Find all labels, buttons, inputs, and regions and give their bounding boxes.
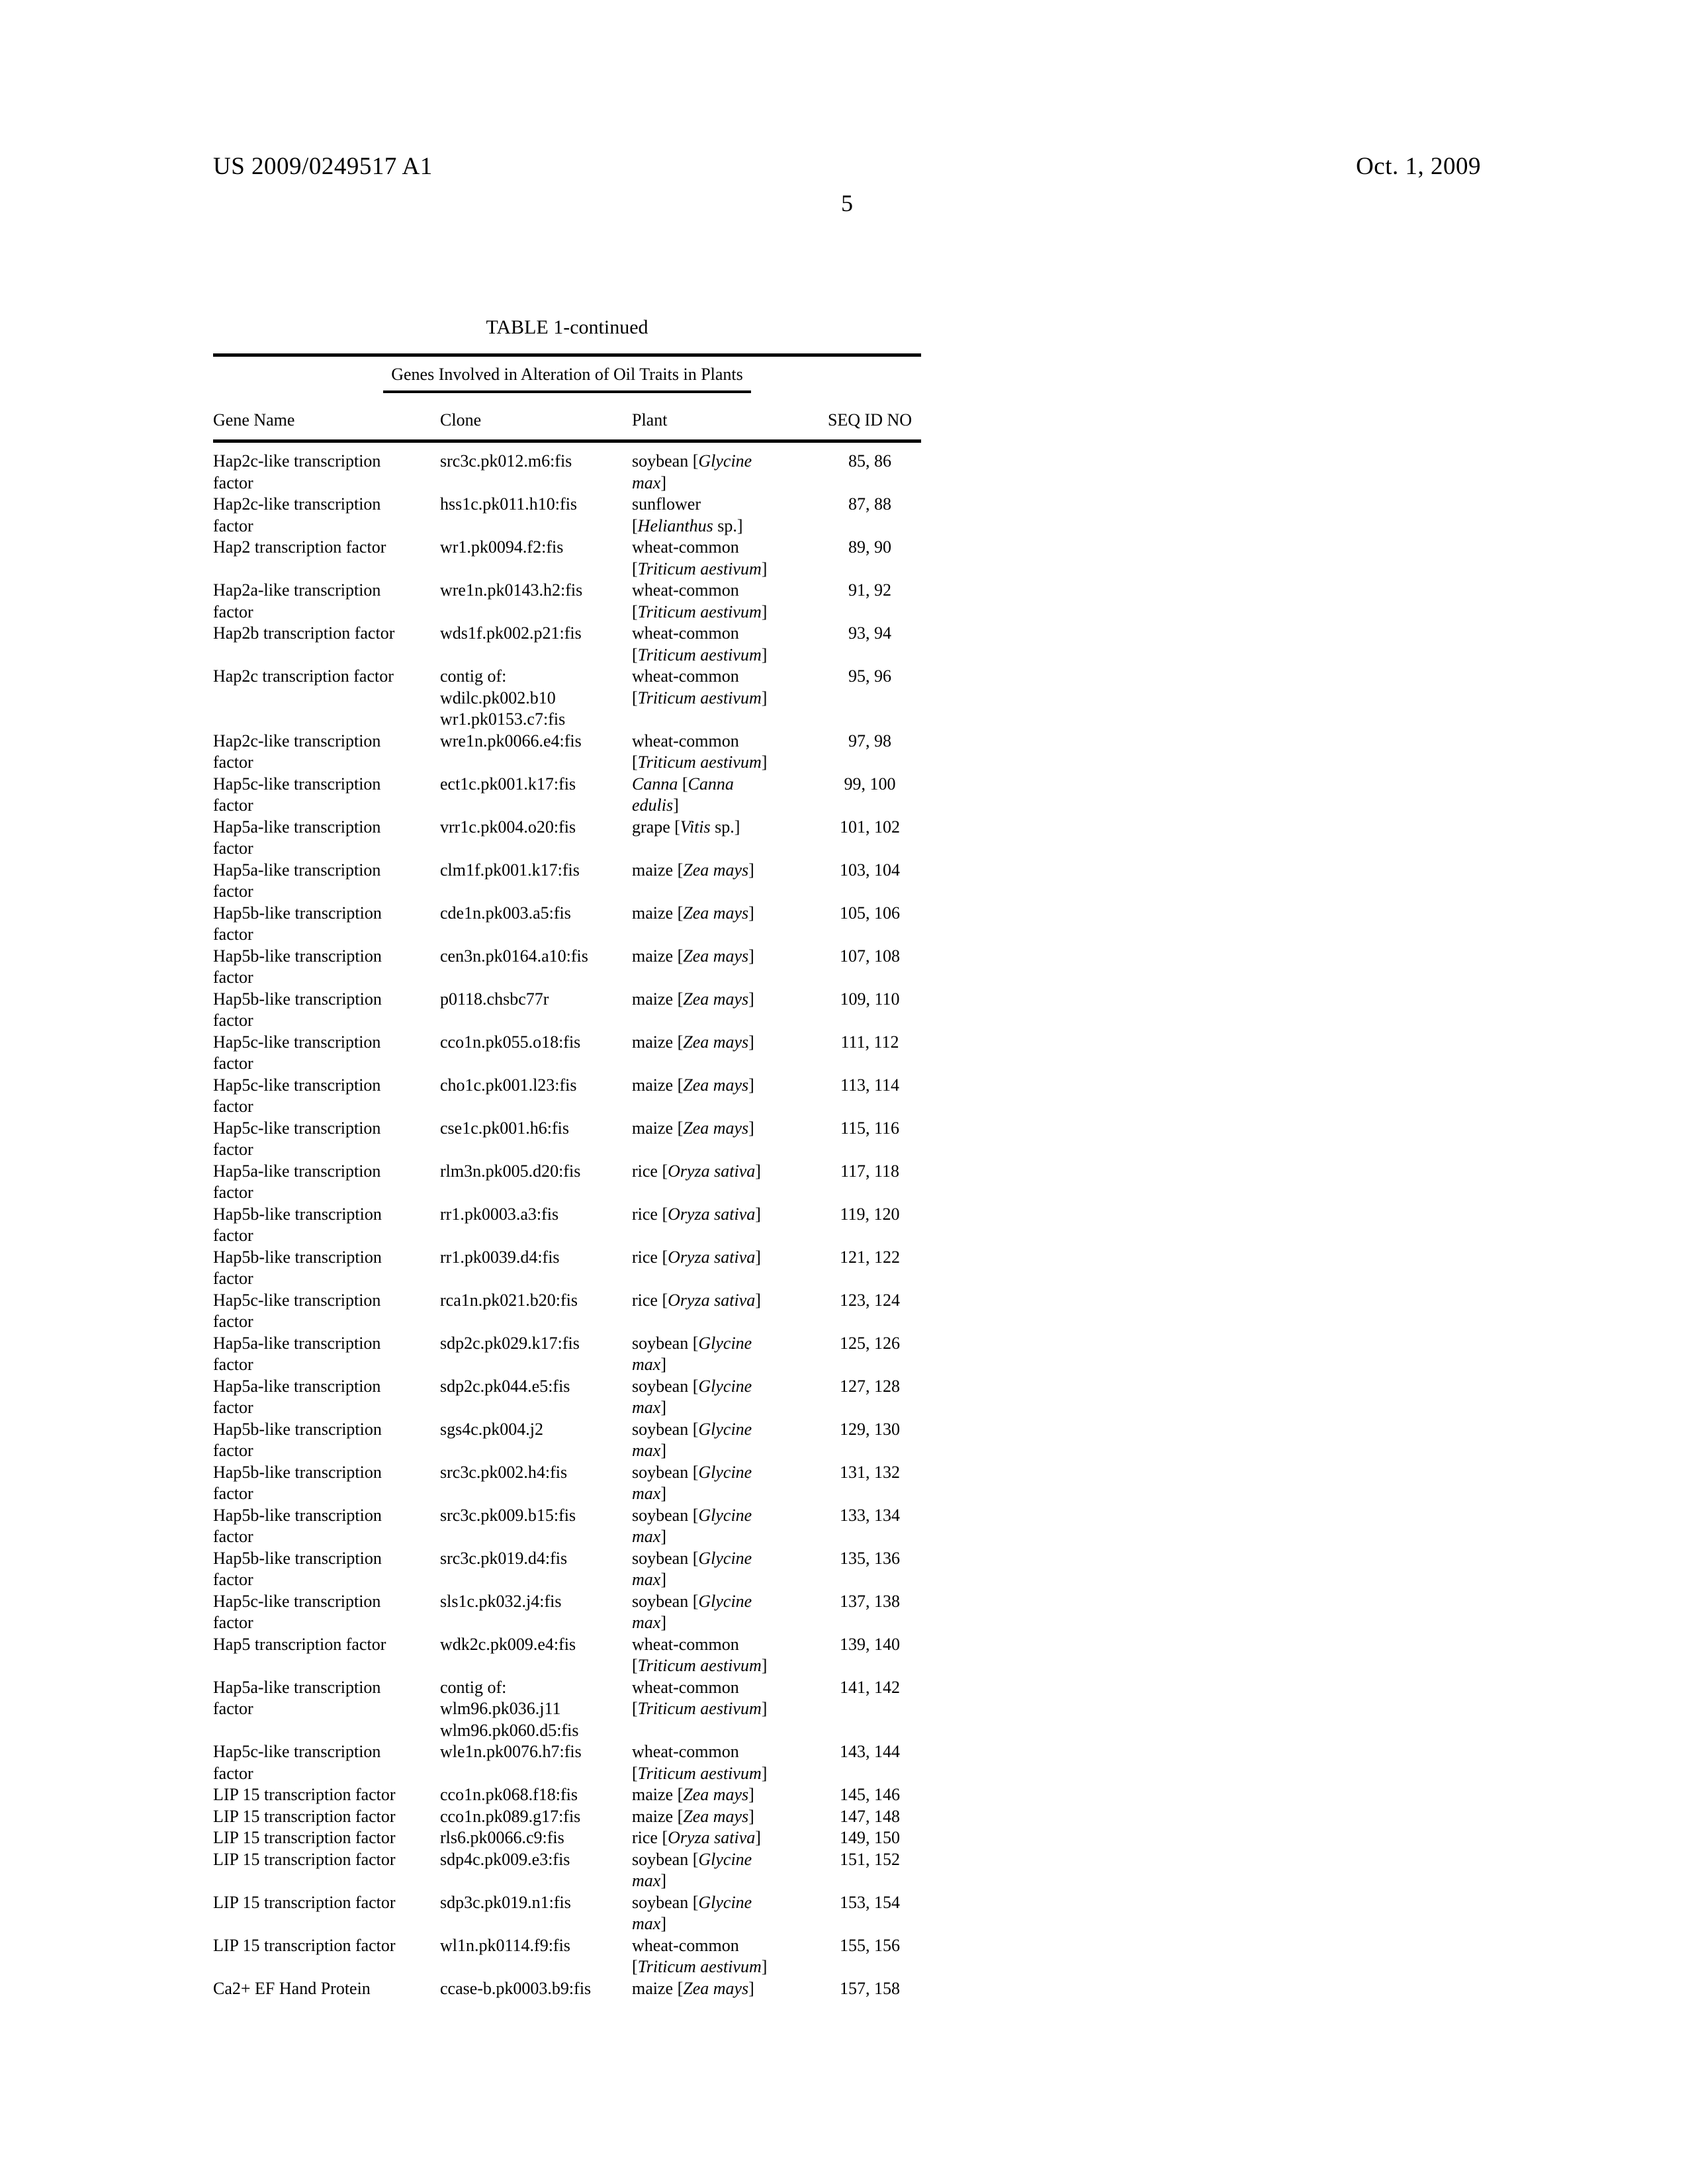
clone-cell: src3c.pk012.m6:fis (440, 451, 572, 471)
table-row (213, 1741, 921, 1784)
gene-name-cell: Hap5c-like transcription factor (213, 774, 381, 815)
gene-name-cell: Hap5b-like transcription factor (213, 903, 382, 944)
plant-cell: soybean [Glycine max] (632, 1419, 752, 1460)
page-number: 5 (841, 190, 853, 216)
gene-name-cell: Hap5a-like transcription factor (213, 860, 381, 901)
clone-cell: rca1n.pk021.b20:fis (440, 1290, 578, 1310)
gene-name-cell: Hap5a-like transcription factor (213, 1376, 381, 1417)
seq-id-cell: 137, 138 (840, 1591, 900, 1611)
gene-name-cell: Hap5b-like transcription factor (213, 1247, 382, 1288)
table-row (213, 1892, 921, 1935)
clone-cell: hss1c.pk011.h10:fis (440, 494, 578, 514)
clone-cell: contig of: wdilc.pk002.b10 wr1.pk0153.c7:fis (440, 666, 566, 729)
seq-id-cell: 153, 154 (840, 1892, 900, 1912)
plant-cell: soybean [Glycine max] (632, 1462, 752, 1503)
plant-cell: wheat-common [Triticum aestivum] (632, 580, 768, 621)
clone-cell: src3c.pk002.h4:fis (440, 1462, 568, 1482)
seq-id-cell: 113, 114 (840, 1075, 900, 1095)
clone-cell: wle1n.pk0076.h7:fis (440, 1742, 582, 1761)
seq-id-cell: 101, 102 (840, 817, 900, 837)
clone-cell: rr1.pk0039.d4:fis (440, 1247, 560, 1267)
table-title: TABLE 1-continued (486, 316, 648, 338)
plant-cell: sunflower [Helianthus sp.] (632, 494, 743, 535)
gene-name-cell: Hap5b-like transcription factor (213, 1419, 382, 1460)
table-row (213, 1548, 921, 1591)
clone-cell: contig of: wlm96.pk036.j11 wlm96.pk060.d5:fis (440, 1677, 579, 1740)
seq-id-cell: 135, 136 (840, 1548, 900, 1568)
plant-cell: soybean [Glycine max] (632, 1849, 752, 1890)
plant-cell: rice [Oryza sativa] (632, 1290, 761, 1310)
seq-id-cell: 107, 108 (840, 946, 900, 966)
table-row (213, 946, 921, 989)
table-row (213, 1032, 921, 1075)
table-row (213, 989, 921, 1032)
table-row (213, 1784, 921, 1806)
clone-cell: ect1c.pk001.k17:fis (440, 774, 576, 794)
plant-cell: maize [Zea mays] (632, 989, 754, 1009)
table-row (213, 1827, 921, 1849)
clone-cell: sgs4c.pk004.j2 (440, 1419, 543, 1439)
publication-date: Oct. 1, 2009 (1356, 153, 1481, 180)
seq-id-cell: 105, 106 (840, 903, 900, 923)
gene-name-cell: Hap2c-like transcription factor (213, 451, 381, 492)
clone-cell: wre1n.pk0143.h2:fis (440, 580, 583, 600)
table-row (213, 1935, 921, 1978)
seq-id-cell: 91, 92 (848, 580, 891, 600)
seq-id-cell: 93, 94 (848, 623, 891, 643)
seq-id-cell: 85, 86 (848, 451, 891, 471)
clone-cell: cde1n.pk003.a5:fis (440, 903, 571, 923)
seq-id-cell: 157, 158 (840, 1978, 900, 1998)
table-column-headers (213, 410, 921, 439)
clone-cell: wre1n.pk0066.e4:fis (440, 731, 582, 751)
gene-name-cell: LIP 15 transcription factor (213, 1828, 396, 1847)
clone-cell: cho1c.pk001.l23:fis (440, 1075, 577, 1095)
table-row (213, 1849, 921, 1892)
table-row (213, 903, 921, 946)
gene-name-cell: LIP 15 transcription factor (213, 1806, 396, 1826)
seq-id-cell: 87, 88 (848, 494, 891, 514)
table-row (213, 1978, 921, 2000)
seq-id-cell: 139, 140 (840, 1634, 900, 1654)
plant-cell: maize [Zea mays] (632, 1118, 754, 1138)
plant-cell: soybean [Glycine max] (632, 1505, 752, 1546)
gene-name-cell: Hap5c-like transcription factor (213, 1742, 381, 1783)
seq-id-cell: 95, 96 (848, 666, 891, 686)
plant-cell: soybean [Glycine max] (632, 1548, 752, 1589)
plant-cell: wheat-common [Triticum aestivum] (632, 1935, 768, 1976)
clone-cell: sdp4c.pk009.e3:fis (440, 1849, 570, 1869)
plant-cell: rice [Oryza sativa] (632, 1247, 761, 1267)
gene-name-cell: Hap5b-like transcription factor (213, 1462, 382, 1503)
publication-number: US 2009/0249517 A1 (213, 153, 433, 180)
table-rows (213, 443, 921, 1999)
table-row (213, 1161, 921, 1204)
seq-id-cell: 109, 110 (840, 989, 900, 1009)
table-row (213, 817, 921, 860)
column-header-clone: Clone (440, 410, 482, 430)
table-row (213, 774, 921, 817)
clone-cell: cco1n.pk089.g17:fis (440, 1806, 581, 1826)
clone-cell: rr1.pk0003.a3:fis (440, 1204, 559, 1224)
table-row (213, 494, 921, 537)
table-row (213, 1204, 921, 1247)
seq-id-cell: 103, 104 (840, 860, 900, 880)
gene-name-cell: Hap5b-like transcription factor (213, 1548, 382, 1589)
plant-cell: wheat-common [Triticum aestivum] (632, 1742, 768, 1783)
plant-cell: soybean [Glycine max] (632, 1892, 752, 1933)
plant-cell: maize [Zea mays] (632, 1032, 754, 1052)
table-row (213, 1333, 921, 1376)
gene-name-cell: Hap5a-like transcription factor (213, 1677, 381, 1718)
table-row (213, 731, 921, 774)
seq-id-cell: 145, 146 (840, 1785, 900, 1804)
seq-id-cell: 123, 124 (840, 1290, 900, 1310)
clone-cell: src3c.pk019.d4:fis (440, 1548, 568, 1568)
clone-cell: sdp3c.pk019.n1:fis (440, 1892, 571, 1912)
gene-name-cell: Hap2c-like transcription factor (213, 494, 381, 535)
seq-id-cell: 115, 116 (840, 1118, 900, 1138)
gene-name-cell: LIP 15 transcription factor (213, 1849, 396, 1869)
plant-cell: maize [Zea mays] (632, 1806, 754, 1826)
plant-cell: soybean [Glycine max] (632, 1376, 752, 1417)
clone-cell: p0118.chsbc77r (440, 989, 549, 1009)
table-row (213, 1247, 921, 1290)
plant-cell: wheat-common [Triticum aestivum] (632, 1634, 768, 1675)
column-header-plant: Plant (632, 410, 668, 430)
plant-cell: grape [Vitis sp.] (632, 817, 740, 837)
clone-cell: cco1n.pk055.o18:fis (440, 1032, 581, 1052)
table-row (213, 666, 921, 731)
plant-cell: rice [Oryza sativa] (632, 1828, 761, 1847)
table-row (213, 1505, 921, 1548)
plant-cell: wheat-common [Triticum aestivum] (632, 731, 768, 772)
clone-cell: wl1n.pk0114.f9:fis (440, 1935, 570, 1955)
gene-name-cell: Hap5c-like transcription factor (213, 1118, 381, 1159)
table-row (213, 1419, 921, 1462)
seq-id-cell: 149, 150 (840, 1828, 900, 1847)
seq-id-cell: 97, 98 (848, 731, 891, 751)
plant-cell: maize [Zea mays] (632, 1978, 754, 1998)
gene-name-cell: Hap5a-like transcription factor (213, 817, 381, 858)
table-row (213, 1462, 921, 1505)
seq-id-cell: 99, 100 (844, 774, 896, 794)
clone-cell: src3c.pk009.b15:fis (440, 1505, 576, 1525)
clone-cell: rlm3n.pk005.d20:fis (440, 1161, 581, 1181)
table-top-rule (213, 353, 921, 357)
table-row (213, 451, 921, 494)
plant-cell: maize [Zea mays] (632, 1785, 754, 1804)
plant-cell: soybean [Glycine max] (632, 1591, 752, 1632)
table-row (213, 1806, 921, 1828)
seq-id-cell: 89, 90 (848, 537, 891, 557)
gene-name-cell: Hap5c-like transcription factor (213, 1075, 381, 1116)
gene-name-cell: Hap5c-like transcription factor (213, 1032, 381, 1073)
seq-id-cell: 141, 142 (840, 1677, 900, 1697)
plant-cell: maize [Zea mays] (632, 946, 754, 966)
seq-id-cell: 151, 152 (840, 1849, 900, 1869)
table-row (213, 1290, 921, 1333)
clone-cell: wr1.pk0094.f2:fis (440, 537, 564, 557)
gene-name-cell: LIP 15 transcription factor (213, 1935, 396, 1955)
gene-name-cell: Hap5b-like transcription factor (213, 989, 382, 1030)
gene-name-cell: LIP 15 transcription factor (213, 1785, 396, 1804)
plant-cell: soybean [Glycine max] (632, 451, 752, 492)
plant-cell: maize [Zea mays] (632, 1075, 754, 1095)
gene-name-cell: Hap5b-like transcription factor (213, 1204, 382, 1245)
plant-cell: rice [Oryza sativa] (632, 1204, 761, 1224)
seq-id-cell: 111, 112 (840, 1032, 899, 1052)
gene-name-cell: Hap5c-like transcription factor (213, 1290, 381, 1331)
plant-cell: maize [Zea mays] (632, 903, 754, 923)
clone-cell: cco1n.pk068.f18:fis (440, 1785, 578, 1804)
column-header-seq-id-no: SEQ ID NO (827, 410, 913, 430)
gene-name-cell: Hap5c-like transcription factor (213, 1591, 381, 1632)
genes-table (213, 316, 921, 1999)
seq-id-cell: 129, 130 (840, 1419, 900, 1439)
table-subtitle-row (213, 363, 921, 393)
table-row (213, 1376, 921, 1419)
clone-cell: vrr1c.pk004.o20:fis (440, 817, 576, 837)
clone-cell: clm1f.pk001.k17:fis (440, 860, 580, 880)
gene-name-cell: Hap2c-like transcription factor (213, 731, 381, 772)
table-row (213, 537, 921, 580)
column-header-gene-name: Gene Name (213, 410, 295, 430)
seq-id-cell: 131, 132 (840, 1462, 900, 1482)
table-row (213, 860, 921, 903)
table-row (213, 1677, 921, 1742)
seq-id-cell: 117, 118 (840, 1161, 900, 1181)
plant-cell: wheat-common [Triticum aestivum] (632, 666, 768, 707)
gene-name-cell: Hap2a-like transcription factor (213, 580, 381, 621)
seq-id-cell: 127, 128 (840, 1376, 900, 1396)
clone-cell: cen3n.pk0164.a10:fis (440, 946, 588, 966)
clone-cell: wdk2c.pk009.e4:fis (440, 1634, 576, 1654)
seq-id-cell: 143, 144 (840, 1742, 900, 1761)
gene-name-cell: Hap5 transcription factor (213, 1634, 386, 1654)
clone-cell: sdp2c.pk044.e5:fis (440, 1376, 570, 1396)
plant-cell: soybean [Glycine max] (632, 1333, 752, 1374)
clone-cell: rls6.pk0066.c9:fis (440, 1828, 564, 1847)
table-row (213, 1118, 921, 1161)
plant-cell: wheat-common [Triticum aestivum] (632, 537, 768, 578)
seq-id-cell: 155, 156 (840, 1935, 900, 1955)
gene-name-cell: Hap5b-like transcription factor (213, 946, 382, 987)
clone-cell: wds1f.pk002.p21:fis (440, 623, 582, 643)
gene-name-cell: Hap5a-like transcription factor (213, 1161, 381, 1202)
gene-name-cell: Ca2+ EF Hand Protein (213, 1978, 371, 1998)
table-row (213, 1075, 921, 1118)
plant-cell: rice [Oryza sativa] (632, 1161, 761, 1181)
gene-name-cell: Hap5b-like transcription factor (213, 1505, 382, 1546)
seq-id-cell: 121, 122 (840, 1247, 900, 1267)
table-subtitle: Genes Involved in Alteration of Oil Traits in Plants (383, 363, 751, 393)
seq-id-cell: 133, 134 (840, 1505, 900, 1525)
clone-cell: sdp2c.pk029.k17:fis (440, 1333, 580, 1353)
plant-cell: wheat-common [Triticum aestivum] (632, 623, 768, 664)
table-row (213, 623, 921, 666)
gene-name-cell: Hap2c transcription factor (213, 666, 394, 686)
gene-name-cell: Hap2b transcription factor (213, 623, 395, 643)
plant-cell: maize [Zea mays] (632, 860, 754, 880)
table-row (213, 1591, 921, 1634)
plant-cell: Canna [Canna edulis] (632, 774, 734, 815)
table-row (213, 580, 921, 623)
table-row (213, 1634, 921, 1677)
clone-cell: cse1c.pk001.h6:fis (440, 1118, 569, 1138)
seq-id-cell: 147, 148 (840, 1806, 900, 1826)
seq-id-cell: 125, 126 (840, 1333, 900, 1353)
gene-name-cell: Hap2 transcription factor (213, 537, 386, 557)
plant-cell: wheat-common [Triticum aestivum] (632, 1677, 768, 1718)
gene-name-cell: Hap5a-like transcription factor (213, 1333, 381, 1374)
gene-name-cell: LIP 15 transcription factor (213, 1892, 396, 1912)
clone-cell: sls1c.pk032.j4:fis (440, 1591, 562, 1611)
seq-id-cell: 119, 120 (840, 1204, 900, 1224)
clone-cell: ccase-b.pk0003.b9:fis (440, 1978, 592, 1998)
